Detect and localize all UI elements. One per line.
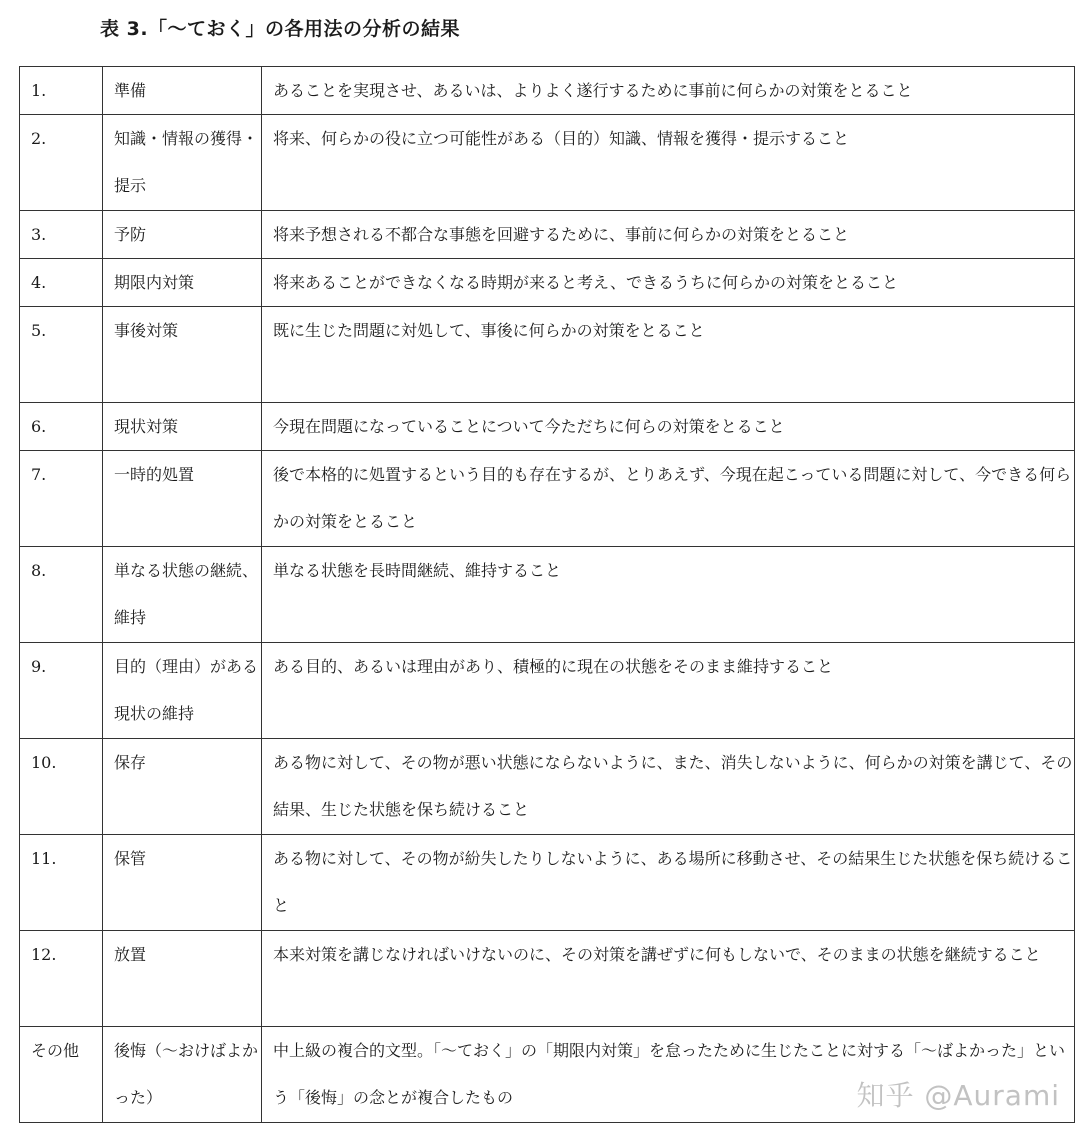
- usage-description: 将来予想される不都合な事態を回避するために、事前に何らかの対策をとること: [262, 211, 1075, 259]
- table-row: [20, 259, 1075, 307]
- row-number: 2.: [20, 115, 103, 211]
- row-number: その他: [20, 1027, 103, 1123]
- usage-description: 将来、何らかの役に立つ可能性がある（目的）知識、情報を獲得・提示すること: [262, 115, 1075, 211]
- row-number: 1.: [20, 67, 103, 115]
- table-row: [20, 67, 1075, 115]
- usage-name: 単なる状態の継続、維持: [103, 547, 262, 643]
- usage-name: 現状対策: [103, 403, 262, 451]
- usage-description: ある目的、あるいは理由があり、積極的に現在の状態をそのまま維持すること: [262, 643, 1075, 739]
- analysis-table: [19, 66, 1075, 1123]
- usage-description: ある物に対して、その物が悪い状態にならないように、また、消失しないように、何らかの対策を講じて、その結果、生じた状態を保ち続けること: [262, 739, 1075, 835]
- usage-name: 保管: [103, 835, 262, 931]
- table-row: [20, 547, 1075, 643]
- table-row: [20, 739, 1075, 835]
- usage-name: 予防: [103, 211, 262, 259]
- usage-name: 準備: [103, 67, 262, 115]
- table-row: [20, 115, 1075, 211]
- usage-description: 今現在問題になっていることについて今ただちに何らの対策をとること: [262, 403, 1075, 451]
- table-body: [20, 67, 1075, 1123]
- usage-name: 一時的処置: [103, 451, 262, 547]
- table-row: [20, 451, 1075, 547]
- table-title: 表 3.「〜ておく」の各用法の分析の結果: [100, 18, 461, 40]
- usage-description: ある物に対して、その物が紛失したりしないように、ある場所に移動させ、その結果生じた状態を保ち続けること: [262, 835, 1075, 931]
- row-number: 7.: [20, 451, 103, 547]
- table-row: [20, 403, 1075, 451]
- row-number: 5.: [20, 307, 103, 403]
- zhihu-watermark: 知乎 @Aurami: [856, 1079, 1060, 1112]
- usage-description: 単なる状態を長時間継続、維持すること: [262, 547, 1075, 643]
- row-number: 4.: [20, 259, 103, 307]
- usage-description: 後で本格的に処置するという目的も存在するが、とりあえず、今現在起こっている問題に対して、今できる何らかの対策をとること: [262, 451, 1075, 547]
- usage-name: 放置: [103, 931, 262, 1027]
- usage-name: 知識・情報の獲得・提示: [103, 115, 262, 211]
- usage-description: 中上級の複合的文型。「〜ておく」の「期限内対策」を怠ったために生じたことに対する「〜ばよかった」という「後悔」の念とが複合したもの: [262, 1027, 1075, 1123]
- row-number: 12.: [20, 931, 103, 1027]
- usage-name: 事後対策: [103, 307, 262, 403]
- row-number: 8.: [20, 547, 103, 643]
- usage-description: 本来対策を講じなければいけないのに、その対策を講ぜずに何もしないで、そのままの状態を継続すること: [262, 931, 1075, 1027]
- usage-name: 目的（理由）がある現状の維持: [103, 643, 262, 739]
- table-row: [20, 643, 1075, 739]
- usage-description: 既に生じた問題に対処して、事後に何らかの対策をとること: [262, 307, 1075, 403]
- table-row: [20, 307, 1075, 403]
- usage-description: あることを実現させ、あるいは、よりよく遂行するために事前に何らかの対策をとること: [262, 67, 1075, 115]
- table-row: [20, 931, 1075, 1027]
- table-row: [20, 835, 1075, 931]
- usage-name: 後悔（〜おけばよかった）: [103, 1027, 262, 1123]
- usage-name: 保存: [103, 739, 262, 835]
- row-number: 9.: [20, 643, 103, 739]
- usage-name: 期限内対策: [103, 259, 262, 307]
- usage-description: 将来あることができなくなる時期が来ると考え、できるうちに何らかの対策をとること: [262, 259, 1075, 307]
- table-row: [20, 211, 1075, 259]
- row-number: 10.: [20, 739, 103, 835]
- row-number: 6.: [20, 403, 103, 451]
- row-number: 3.: [20, 211, 103, 259]
- row-number: 11.: [20, 835, 103, 931]
